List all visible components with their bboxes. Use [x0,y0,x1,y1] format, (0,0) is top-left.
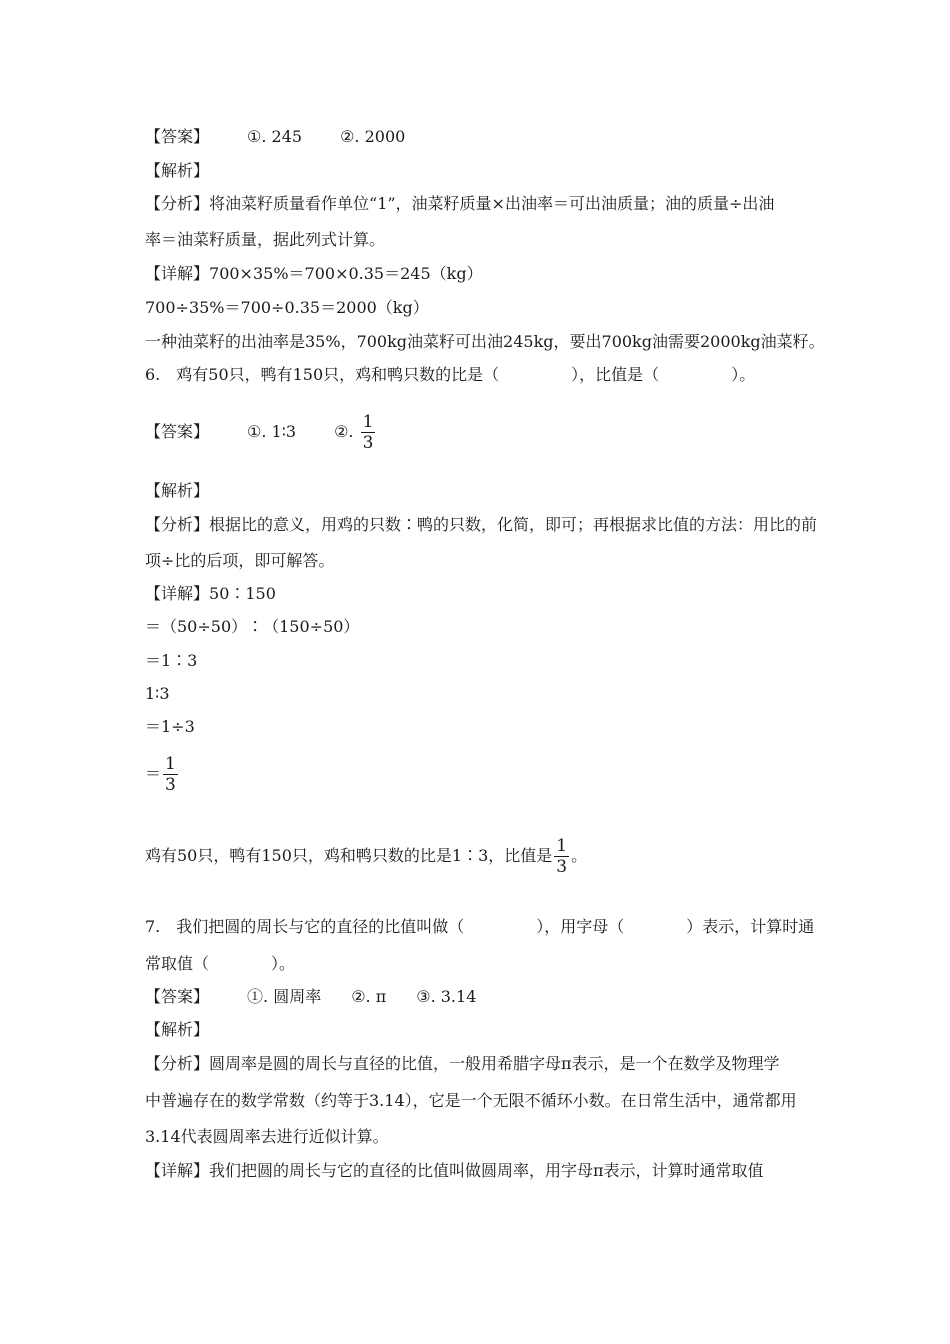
q6-step-4: ＝1÷3 [145,717,195,736]
answer-tag: 【答案】 [145,127,210,146]
question-text: ），用字母（ [536,917,625,936]
answer-2-prefix: ②. [334,422,354,441]
fraction-denominator: 3 [556,857,568,877]
q6-detail-line [145,583,276,605]
analysis-text: 将油菜籽质量看作单位“1”，油菜籽质量×出油率＝可出油质量；油的质量÷出油 [209,194,775,213]
fraction-numerator: 1 [556,836,568,856]
q7-question-line-1 [145,916,814,938]
detail-text: 我们把圆的周长与它的直径的比值叫做圆周率，用字母π表示，计算时通常取值 [209,1161,764,1180]
question-text: ）表示，计算时通 [686,917,815,936]
fraction-numerator: 1 [165,754,176,774]
step-prefix: ＝ [145,764,162,783]
q6-answer-line [145,410,377,454]
detail-tag: 【详解】 [145,584,210,603]
q6-step-2: ＝1∶3 [145,651,198,670]
q6-question [145,364,755,386]
fraction-denominator: 3 [362,433,374,453]
question-text: ）。 [731,365,756,384]
answer-1: ①. 245 [247,127,303,146]
question-text: ），比值是（ [571,365,660,384]
q5-analysis-line-1 [145,193,774,215]
q5-analysis-line-2: 率＝油菜籽质量，据此列式计算。 [145,230,386,249]
analysis-text: 圆周率是圆的周长与直径的比值，一般用希腊字母π表示，是一个在数学及物理学 [209,1054,780,1073]
q7-jiexi-tag: 【解析】 [145,1020,210,1039]
q7-analysis-line-2: 中普遍存在的数学常数（约等于3.14），它是一个无限不循环小数。在日常生活中，通常都用 [145,1091,797,1110]
answer-tag: 【答案】 [145,422,210,441]
q7-detail-line-1 [145,1160,764,1182]
analysis-tag: 【分析】 [145,194,210,213]
question-text: 7. 我们把圆的周长与它的直径的比值叫做（ [145,917,465,936]
analysis-text: 根据比的意义，用鸡的只数∶鸭的只数，化简，即可；再根据求比值的方法：用比的前 [209,515,818,534]
q7-analysis-line-1 [145,1053,780,1075]
q6-analysis-line-2: 项÷比的后项，即可解答。 [145,551,335,570]
answer-2: ②. 2000 [340,127,406,146]
q7-analysis-line-3: 3.14代表圆周率去进行近似计算。 [145,1127,389,1146]
q5-conclusion: 一种油菜籽的出油率是35%，700kg油菜籽可出油245kg，要出700kg油需要2000kg油菜籽。 [145,332,825,351]
answer-tag: 【答案】 [145,987,210,1006]
conclusion-text: 鸡有50只，鸭有150只，鸡和鸭只数的比是1∶3，比值是 [145,846,553,865]
q5-detail-line-2: 700÷35%＝700÷0.35＝2000（kg） [145,298,429,317]
fraction-denominator: 3 [165,775,176,795]
conclusion-end: 。 [571,846,588,865]
q6-conclusion [145,834,587,878]
detail-text: 50∶150 [209,584,276,603]
fraction [554,836,569,877]
analysis-tag: 【分析】 [145,515,210,534]
analysis-tag: 【分析】 [145,1054,210,1073]
q7-question-line-2 [145,953,295,975]
answer-2: ②. π [351,987,387,1006]
q6-step-5 [145,752,180,796]
q6-analysis-line-1 [145,514,817,536]
question-text: 常取值（ [145,954,210,973]
q6-step-3: 1∶3 [145,684,170,703]
fraction-numerator: 1 [362,412,374,432]
detail-tag: 【详解】 [145,264,210,283]
q7-answer-line [145,986,476,1008]
q5-answer-line [145,126,405,148]
fraction [361,412,376,453]
q6-jiexi-tag: 【解析】 [145,481,210,500]
fraction [163,754,178,795]
question-text: 6. 鸡有50只，鸭有150只，鸡和鸭只数的比是（ [145,365,500,384]
detail-tag: 【详解】 [145,1161,210,1180]
q5-jiexi-tag: 【解析】 [145,161,210,180]
answer-3: ③. 3.14 [416,987,477,1006]
answer-1: ①. 圆周率 [247,987,322,1006]
detail-text: 700×35%＝700×0.35＝245（kg） [209,264,483,283]
q5-detail-line-1 [145,263,483,285]
question-text: ）。 [271,954,296,973]
answer-1: ①. 1∶3 [247,422,297,441]
q6-step-1: ＝（50÷50）∶（150÷50） [145,617,360,636]
